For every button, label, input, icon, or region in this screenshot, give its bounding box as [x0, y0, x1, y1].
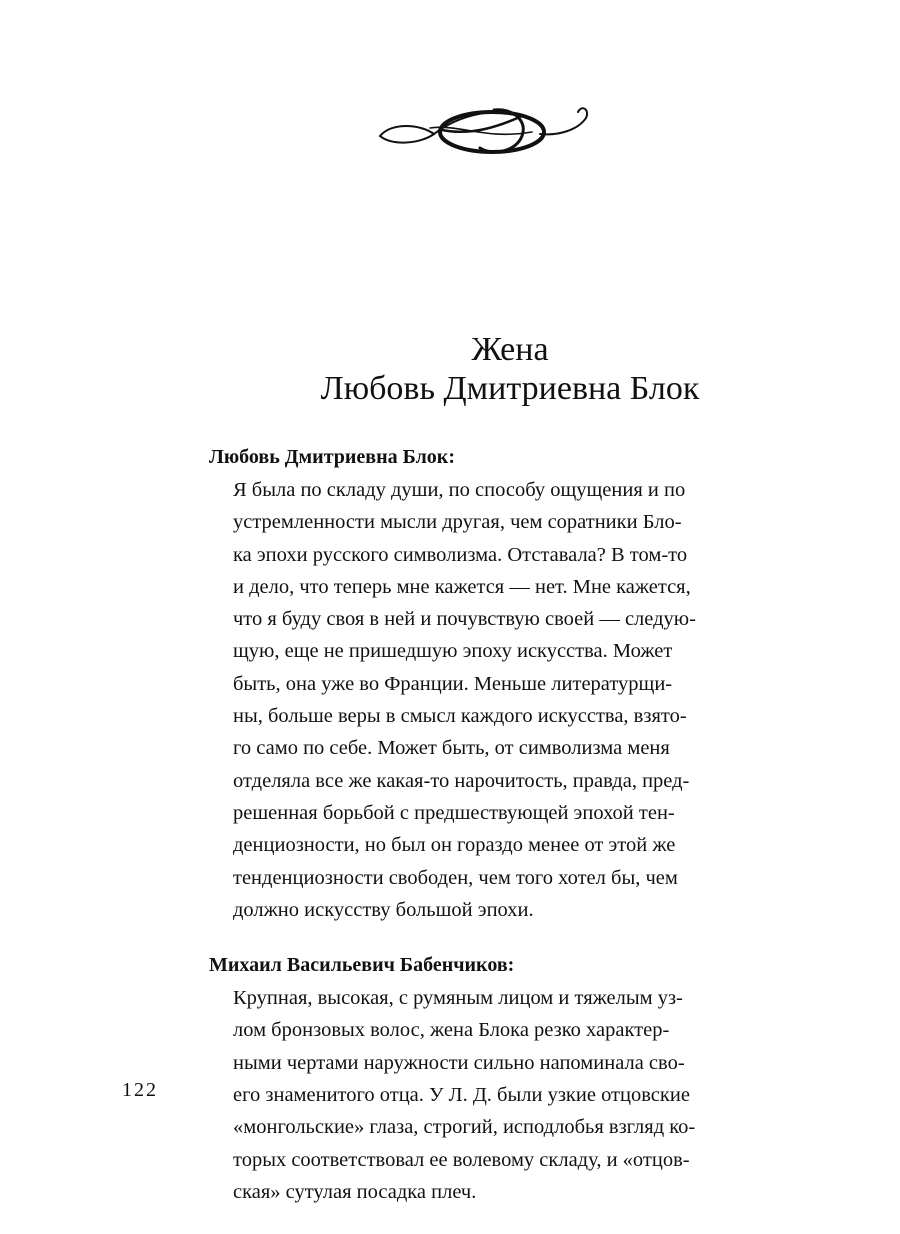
text-line: должно искусству большой эпохи. — [233, 898, 534, 921]
text-line: отделяла все же какая-то нарочитость, правда, пред- — [233, 769, 690, 792]
text-line: тенденциозности свободен, чем того хотел бы, чем — [233, 866, 678, 889]
text-line: быть, она уже во Франции. Меньше литературщи- — [233, 672, 673, 695]
text-line: его знаменитого отца. У Л. Д. были узкие отцовские — [233, 1084, 690, 1107]
text-line: го само по себе. Может быть, от символизма меня — [233, 737, 670, 760]
text-line: ская» сутулая посадка плеч. — [233, 1180, 477, 1203]
calligraphic-flourish-icon — [372, 96, 594, 162]
text-line: щую, еще не пришедшую эпоху искусства. Может — [233, 640, 673, 663]
text-line: лом бронзовых волос, жена Блока резко характер- — [233, 1019, 670, 1042]
text-line: что я буду своя в ней и почувствую своей — следую- — [233, 608, 696, 631]
text-line: и дело, что теперь мне кажется — нет. Мне кажется, — [233, 575, 691, 598]
chapter-title-line-2: Любовь Дмитриевна Блок — [320, 370, 700, 407]
entry-babenchikov — [209, 952, 769, 1208]
text-line: устремленности мысли другая, чем соратники Бло- — [233, 511, 682, 534]
chapter-title-line-1: Жена — [471, 331, 549, 368]
memoir-entries — [209, 444, 769, 1234]
text-line: денциозности, но был он гораздо менее от этой же — [233, 834, 676, 857]
entry-lyubov-blok — [209, 444, 769, 926]
speaker-name: Любовь Дмитриевна Блок: — [209, 446, 455, 468]
text-line: «монгольские» глаза, строгий, исподлобья взгляд ко- — [233, 1116, 696, 1139]
speaker-name: Михаил Васильевич Бабенчиков: — [209, 954, 515, 977]
chapter-title — [230, 330, 790, 408]
text-line: Крупная, высокая, с румяным лицом и тяжелым уз- — [233, 987, 683, 1010]
text-line: ными чертами наружности сильно напоминала сво- — [233, 1051, 685, 1074]
text-line: решенная борьбой с предшествующей эпохой тен- — [233, 801, 675, 824]
text-line: ка эпохи русского символизма. Отставала? В том-то — [233, 543, 688, 566]
text-line: Я была по складу души, по способу ощущения и по — [233, 479, 686, 501]
page-number: 122 — [122, 1079, 158, 1101]
text-line: торых соответствовал ее волевому складу, и «отцов- — [233, 1148, 690, 1171]
text-line: ны, больше веры в смысл каждого искусства, взято- — [233, 705, 687, 728]
